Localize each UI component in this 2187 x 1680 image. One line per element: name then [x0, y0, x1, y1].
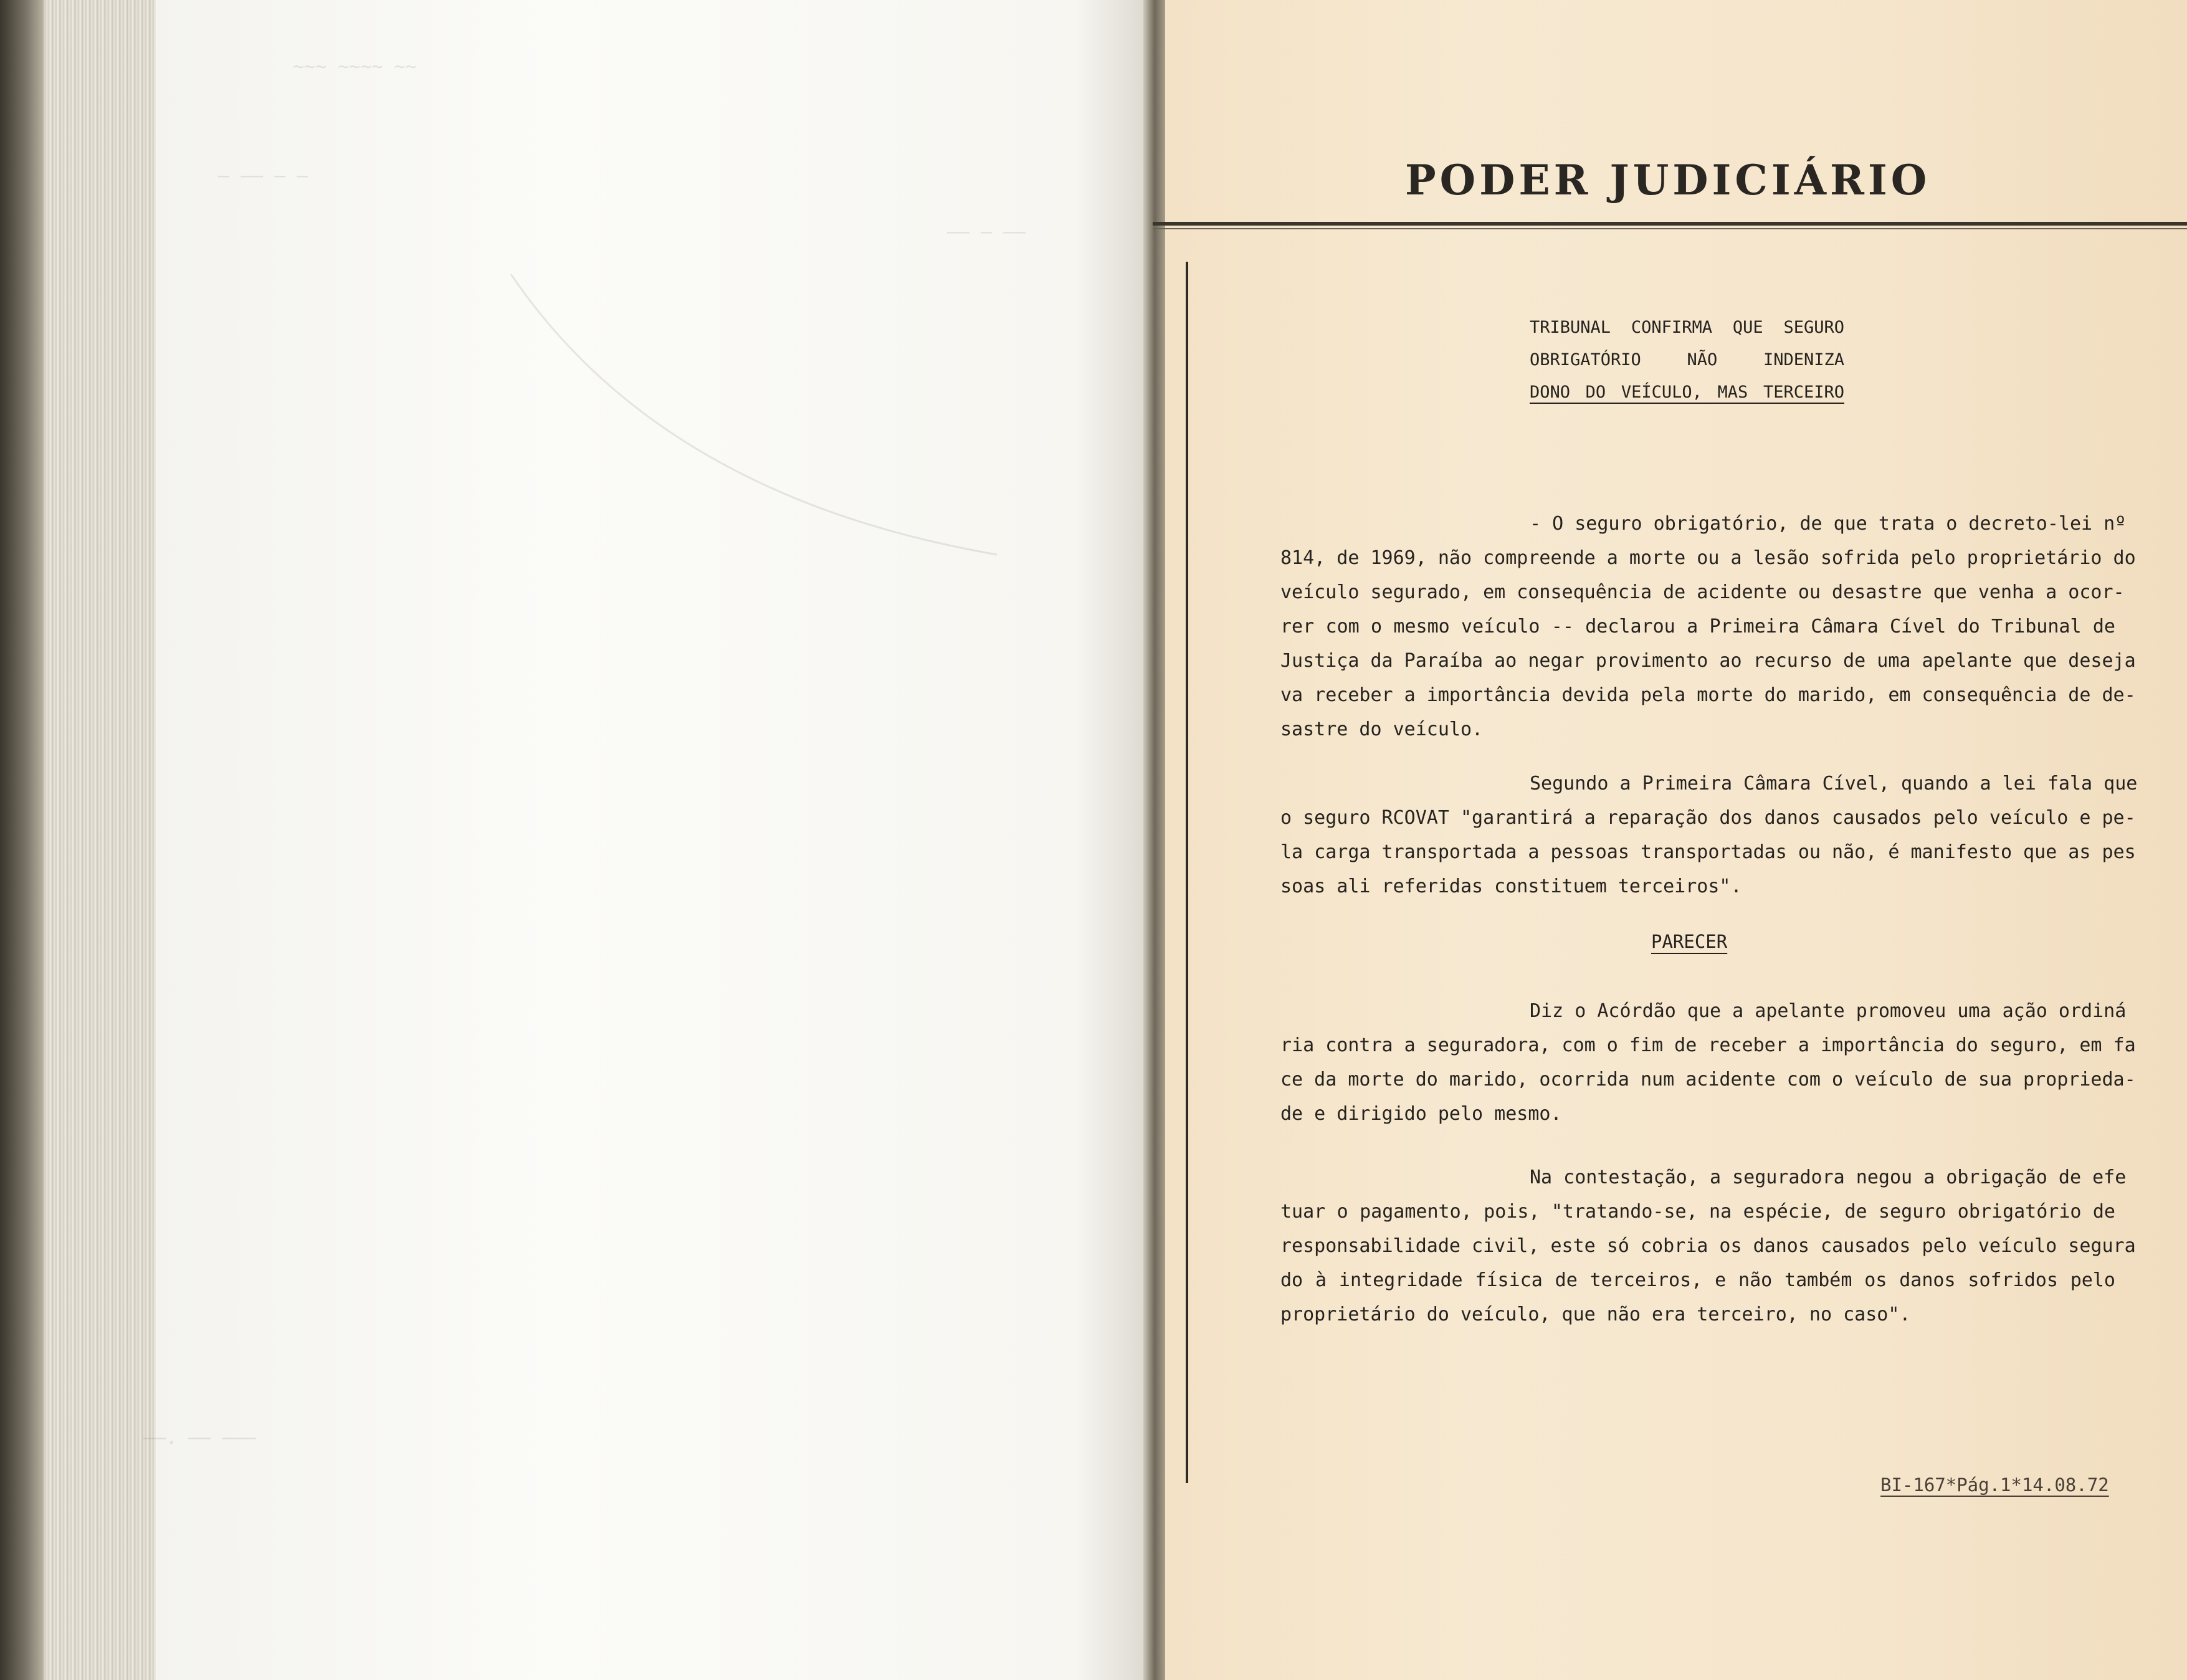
headline-line: OBRIGATÓRIO NÃO INDENIZA — [1530, 350, 1844, 370]
paragraph-line: sastre do veículo. — [1280, 718, 1484, 740]
paragraph-line: ria contra a seguradora, com o fim de receber a importância do seguro, em fa — [1280, 1034, 2136, 1056]
paragraph-line: o seguro RCOVAT "garantirá a reparação dos danos causados pelo veículo e pe- — [1280, 807, 2136, 829]
paragraph-line: veículo segurado, em consequência de acidente ou desastre que venha a ocor- — [1280, 581, 2125, 603]
paragraph-line: la carga transportada a pessoas transportadas ou não, é manifesto que as pes — [1280, 841, 2136, 863]
paragraph-line: rer com o mesmo veículo -- declarou a Primeira Câmara Cível do Tribunal de — [1280, 616, 2115, 637]
headline-line: DONO DO VEÍCULO, MAS TERCEIRO — [1530, 383, 1844, 402]
paragraph-line: Diz o Acórdão que a apelante promoveu uma ação ordiná — [1530, 1000, 2127, 1022]
paragraph-line: Segundo a Primeira Câmara Cível, quando a lei fala que — [1530, 773, 2138, 795]
article-headline — [1530, 312, 1844, 409]
paragraph-4 — [1280, 1160, 2136, 1332]
paragraph-line: tuar o pagamento, pois, "tratando-se, na espécie, de seguro obrigatório de — [1280, 1201, 2115, 1223]
bleed-through-mark: ——. —— ——— — [143, 1427, 256, 1449]
paragraph-line: proprietário do veículo, que não era terceiro, no caso". — [1280, 1304, 1911, 1325]
paragraph-line: de e dirigido pelo mesmo. — [1280, 1103, 1562, 1125]
bleed-through-mark: — —— — — — [218, 165, 308, 187]
paragraph-line: ce da morte do marido, ocorrida num acidente com o veículo de sua proprieda- — [1280, 1069, 2136, 1091]
header-rule — [1153, 222, 2187, 226]
paragraph-line: soas ali referidas constituem terceiros". — [1280, 876, 1742, 897]
page-footer-reference: BI-167*Pág.1*14.08.72 — [1880, 1474, 2109, 1496]
paragraph-line: Justiça da Paraíba ao negar provimento ao recurso de uma apelante que deseja — [1280, 650, 2136, 672]
bleed-through-mark: —— — —— — [947, 221, 1026, 243]
page-header-title: PODER JUDICIÁRIO — [1405, 156, 1931, 204]
paragraph-line: responsabilidade civil, este só cobria os danos causados pelo veículo segura — [1280, 1235, 2136, 1257]
paragraph-line: va receber a importância devida pela morte do marido, em consequência de de- — [1280, 684, 2136, 706]
left-page-blank — [143, 0, 1156, 1680]
paragraph-1 — [1280, 507, 2136, 747]
paragraph-line: do à integridade física de terceiros, e não também os danos sofridos pelo — [1280, 1269, 2115, 1291]
margin-vertical-line — [1186, 262, 1188, 1483]
paragraph-line: 814, de 1969, não compreende a morte ou a lesão sofrida pelo proprietário do — [1280, 547, 2136, 569]
paragraph-line: Na contestação, a seguradora negou a obrigação de efe — [1530, 1167, 2127, 1188]
book-gutter — [1143, 0, 1168, 1680]
bleed-through-mark: ~~~ ~~~~ ~~ — [293, 56, 417, 78]
paragraph-2 — [1280, 766, 2138, 904]
paragraph-line: - O seguro obrigatório, de que trata o decreto-lei nº — [1530, 513, 2127, 535]
section-title-parecer: PARECER — [1651, 931, 1728, 952]
headline-line: TRIBUNAL CONFIRMA QUE SEGURO — [1530, 318, 1844, 337]
header-rule-thin — [1153, 228, 2187, 229]
bleed-through-arc — [505, 262, 1003, 573]
page-stack-edge — [0, 0, 156, 1680]
paragraph-3 — [1280, 994, 2136, 1131]
